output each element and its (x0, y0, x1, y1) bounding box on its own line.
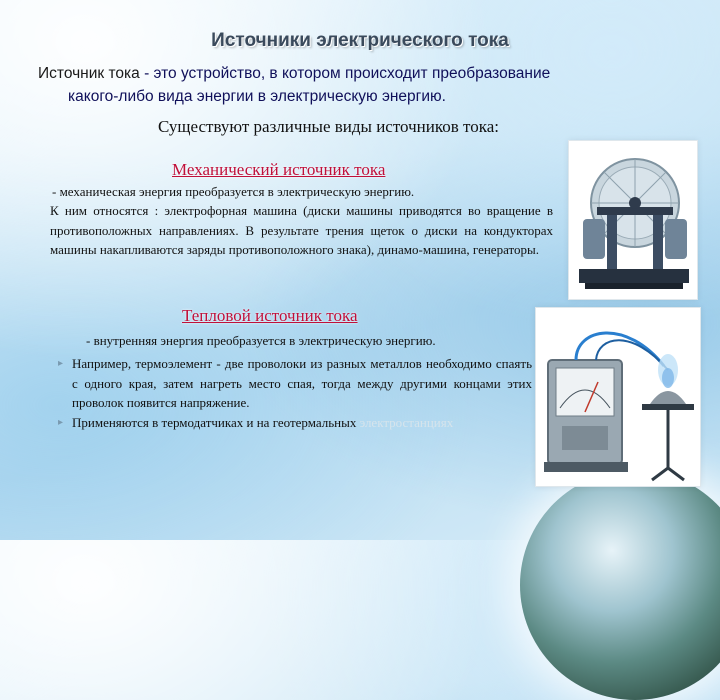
bullet-icon: ▸ (58, 358, 64, 369)
intro-definition (38, 62, 678, 108)
planet-decoration (520, 470, 720, 700)
intro-definition-cont: какого-либо вида энергии в электрическую энергию. (68, 88, 446, 105)
electrophore-machine-image (568, 140, 698, 300)
intro-definition-text: - это устройство, в котором происходит преобразование (139, 65, 551, 82)
mechanical-body: К ним относятся : электрофорная машина (диски машины приводятся во вращение в противоположных направлениях. В результате трения щеток о диски на кондукторах машины накапливаются заряды противоположного знака), динамо-машина, генераторы. (50, 203, 553, 257)
mechanical-lead: - механическая энергия преобразуется в электрическую энергию. (52, 184, 415, 199)
thermocouple-image (535, 307, 701, 487)
electrophore-machine-drawing (569, 141, 697, 299)
list-item (58, 354, 532, 413)
thermal-lead: - внутренняя энергия преобразуется в электрическую энергию. (86, 333, 436, 348)
types-line: Существуют различные виды источников тока: (158, 117, 500, 136)
thermal-heading: Тепловой источник тока (182, 306, 358, 325)
thermocouple-drawing (536, 308, 700, 486)
thermal-list (58, 354, 532, 432)
thermal-item-2: Применяются в термодатчиках и на геотермальных (72, 414, 357, 430)
page-title: Источники электрического тока (211, 30, 509, 51)
mechanical-heading: Механический источник тока (172, 160, 386, 179)
intro-term: Источник тока (38, 65, 140, 82)
list-item (58, 413, 532, 433)
thermal-item-2-tail: электростанциях (359, 414, 454, 430)
bullet-icon: ▸ (58, 416, 64, 428)
thermal-item-1: Например, термоэлемент - две проволоки из разных металлов необходимо спаять с одного края, затем нагреть место спая, тогда между другими концами этих проволок появится напряжение. (72, 356, 532, 410)
